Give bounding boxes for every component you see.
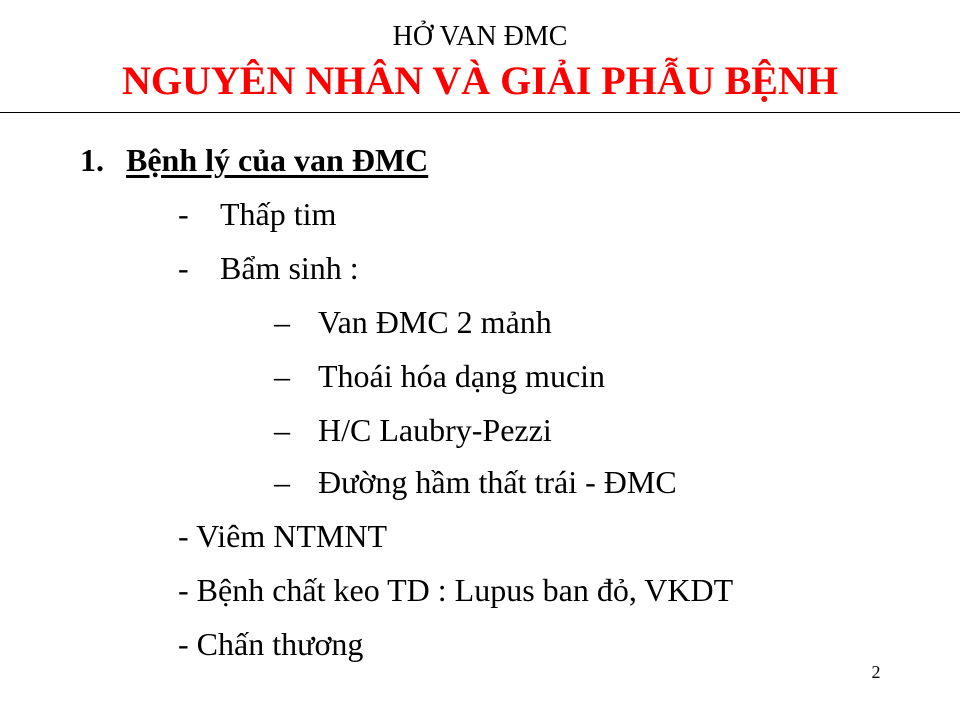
slide-subtitle: HỞ VAN ĐMC — [392, 21, 568, 52]
list-subitem: Thoái hóa dạng mucin — [318, 358, 606, 394]
section-title: Bệnh lý của van ĐMC — [126, 142, 429, 178]
header-divider — [0, 112, 960, 113]
list-item-congenital: Bẩm sinh : — [220, 250, 359, 286]
section-number: 1. — [80, 142, 104, 178]
list-item-rheumatic: Thấp tim — [220, 196, 337, 232]
bullet-en-dash: – — [274, 304, 290, 340]
list-item-connective-tissue: - Bệnh chất keo TD : Lupus ban đỏ, VKDT — [178, 572, 734, 608]
bullet-en-dash: – — [274, 464, 290, 500]
bullet-en-dash: – — [274, 358, 290, 394]
slide-title: NGUYÊN NHÂN VÀ GIẢI PHẪU BỆNH — [122, 58, 838, 103]
page-number: 2 — [871, 662, 881, 682]
list-subitem: H/C Laubry-Pezzi — [318, 412, 552, 448]
bullet-en-dash: – — [274, 412, 290, 448]
list-subitem: Đường hầm thất trái - ĐMC — [318, 464, 677, 500]
bullet-dash: - — [178, 196, 189, 232]
list-subitem: Van ĐMC 2 mảnh — [318, 304, 552, 340]
bullet-dash: - — [178, 250, 189, 286]
list-item-trauma: - Chấn thương — [178, 626, 364, 662]
list-item-endocarditis: - Viêm NTMNT — [178, 518, 388, 554]
